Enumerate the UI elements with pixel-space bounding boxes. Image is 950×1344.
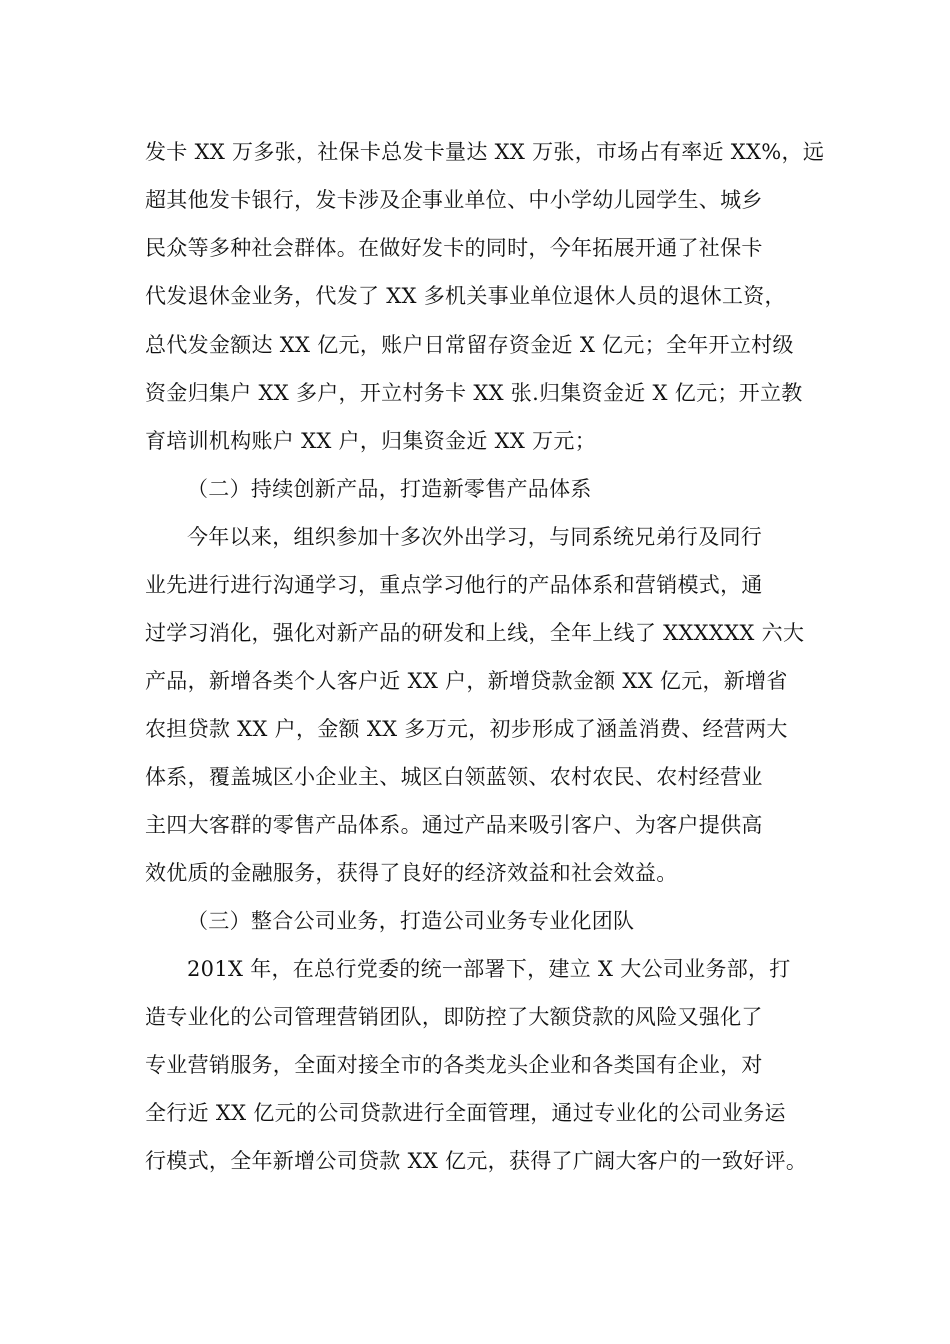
paragraph-line: 业先进行进行沟通学习，重点学习他行的产品体系和营销模式，通 — [145, 573, 763, 597]
paragraph-line: 总代发金额达 XX 亿元，账户日常留存资金近 X 亿元；全年开立村级 — [145, 333, 794, 357]
paragraph-line: 201X 年，在总行党委的统一部署下，建立 X 大公司业务部，打 — [187, 957, 791, 981]
paragraph-line: 专业营销服务，全面对接全市的各类龙头企业和各类国有企业，对 — [145, 1053, 763, 1077]
paragraph-line: 资金归集户 XX 多户，开立村务卡 XX 张.归集资金近 X 亿元；开立教 — [145, 381, 803, 405]
paragraph-line: 体系，覆盖城区小企业主、城区白领蓝领、农村农民、农村经营业 — [145, 765, 763, 789]
paragraph-line: 效优质的金融服务，获得了良好的经济效益和社会效益。 — [145, 861, 678, 885]
paragraph-line: 发卡 XX 万多张，社保卡总发卡量达 XX 万张，市场占有率近 XX%，远 — [145, 140, 825, 164]
section-heading-3: （三）整合公司业务，打造公司业务专业化团队 — [187, 909, 635, 933]
paragraph-line: 主四大客群的零售产品体系。通过产品来吸引客户、为客户提供高 — [145, 813, 763, 837]
paragraph-line: 育培训机构账户 XX 户，归集资金近 XX 万元； — [145, 429, 597, 453]
paragraph-line: 今年以来，组织参加十多次外出学习，与同系统兄弟行及同行 — [187, 525, 763, 549]
paragraph-line: 行模式，全年新增公司贷款 XX 亿元，获得了广阔大客户的一致好评。 — [145, 1149, 808, 1173]
paragraph-line: 民众等多种社会群体。在做好发卡的同时，今年拓展开通了社保卡 — [145, 236, 763, 260]
paragraph-line: 农担贷款 XX 户，金额 XX 多万元，初步形成了涵盖消费、经营两大 — [145, 717, 788, 741]
section-heading-2: （二）持续创新产品，打造新零售产品体系 — [187, 477, 592, 501]
paragraph-line: 产品，新增各类个人客户近 XX 户，新增贷款金额 XX 亿元，新增省 — [145, 669, 788, 693]
paragraph-line: 造专业化的公司管理营销团队，即防控了大额贷款的风险又强化了 — [145, 1005, 763, 1029]
paragraph-line: 超其他发卡银行，发卡涉及企事业单位、中小学幼儿园学生、城乡 — [145, 188, 763, 212]
paragraph-line: 全行近 XX 亿元的公司贷款进行全面管理，通过专业化的公司业务运 — [145, 1101, 786, 1125]
paragraph-line: 代发退休金业务，代发了 XX 多机关事业单位退休人员的退休工资， — [145, 284, 786, 308]
paragraph-line: 过学习消化，强化对新产品的研发和上线，全年上线了 XXXXXX 六大 — [145, 621, 805, 645]
